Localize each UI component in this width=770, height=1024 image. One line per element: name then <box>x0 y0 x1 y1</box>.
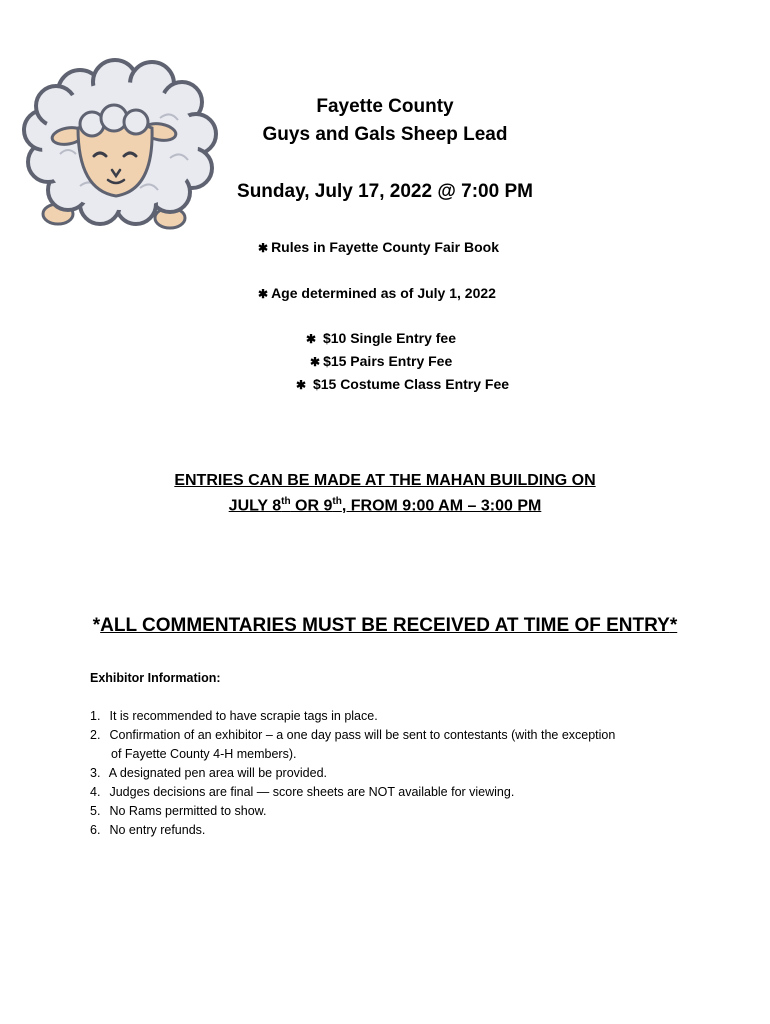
fee-single <box>306 330 456 346</box>
list-text: No entry refunds. <box>109 823 206 837</box>
entries-time: , FROM 9:00 AM – 3:00 PM <box>341 497 542 515</box>
asterisk-bullet-icon: ✱ <box>306 332 317 346</box>
list-item <box>90 802 690 821</box>
list-number: 1. <box>90 709 101 723</box>
list-number: 5. <box>90 804 101 818</box>
list-number: 3. <box>90 766 101 780</box>
asterisk-bullet-icon: ✱ <box>258 287 269 301</box>
entries-line-1: ENTRIES CAN BE MADE AT THE MAHAN BUILDING ON <box>174 472 596 489</box>
entries-date-1: JULY 8 <box>228 497 282 515</box>
fee-costume <box>296 376 509 392</box>
list-item <box>90 783 690 802</box>
event-date: Sunday, July 17, 2022 @ 7:00 PM <box>237 181 533 202</box>
list-item <box>90 707 690 726</box>
list-number: 2. <box>90 728 101 742</box>
fee-single-text: $10 Single Entry fee <box>322 330 457 346</box>
list-item <box>90 726 690 745</box>
exhibitor-heading: Exhibitor Information: <box>90 671 221 685</box>
county-title: Fayette County <box>316 96 454 117</box>
event-title: Guys and Gals Sheep Lead <box>262 124 508 145</box>
commentaries-notice <box>0 615 770 637</box>
entries-ordinal-2: th <box>332 496 342 507</box>
note-age <box>258 285 496 301</box>
asterisk-bullet-icon: ✱ <box>310 355 321 369</box>
list-item <box>90 764 690 783</box>
entries-date-2: OR 9 <box>290 497 333 515</box>
list-item-continuation: of Fayette County 4-H members). <box>111 747 297 761</box>
commentaries-text: ALL COMMENTARIES MUST BE RECEIVED AT TIME OF ENTRY <box>100 615 670 636</box>
note-rules-text: Rules in Fayette County Fair Book <box>271 239 499 255</box>
exhibitor-rules-list <box>90 707 690 840</box>
list-text: Judges decisions are final — score sheets are NOT available for viewing. <box>109 785 515 799</box>
sheep-illustration <box>20 58 220 240</box>
asterisk-bullet-icon: ✱ <box>296 378 307 392</box>
entries-line-2 <box>0 496 770 515</box>
list-item <box>90 821 690 840</box>
entries-ordinal-1: th <box>281 496 291 507</box>
asterisk-bullet-icon: ✱ <box>258 241 269 255</box>
list-text: Confirmation of an exhibitor – a one day pass will be sent to contestants (with the exception <box>109 728 616 742</box>
note-rules <box>258 239 499 255</box>
commentaries-prefix: * <box>92 615 101 636</box>
list-text: It is recommended to have scrapie tags in place. <box>109 709 378 723</box>
note-age-text: Age determined as of July 1, 2022 <box>271 285 496 301</box>
fee-pairs <box>310 353 452 369</box>
list-text: No Rams permitted to show. <box>109 804 267 818</box>
list-number: 4. <box>90 785 101 799</box>
fee-costume-text: $15 Costume Class Entry Fee <box>312 376 510 392</box>
fee-pairs-text: $15 Pairs Entry Fee <box>323 353 453 369</box>
commentaries-suffix: * <box>669 615 678 636</box>
list-number: 6. <box>90 823 101 837</box>
list-text: A designated pen area will be provided. <box>108 766 328 780</box>
